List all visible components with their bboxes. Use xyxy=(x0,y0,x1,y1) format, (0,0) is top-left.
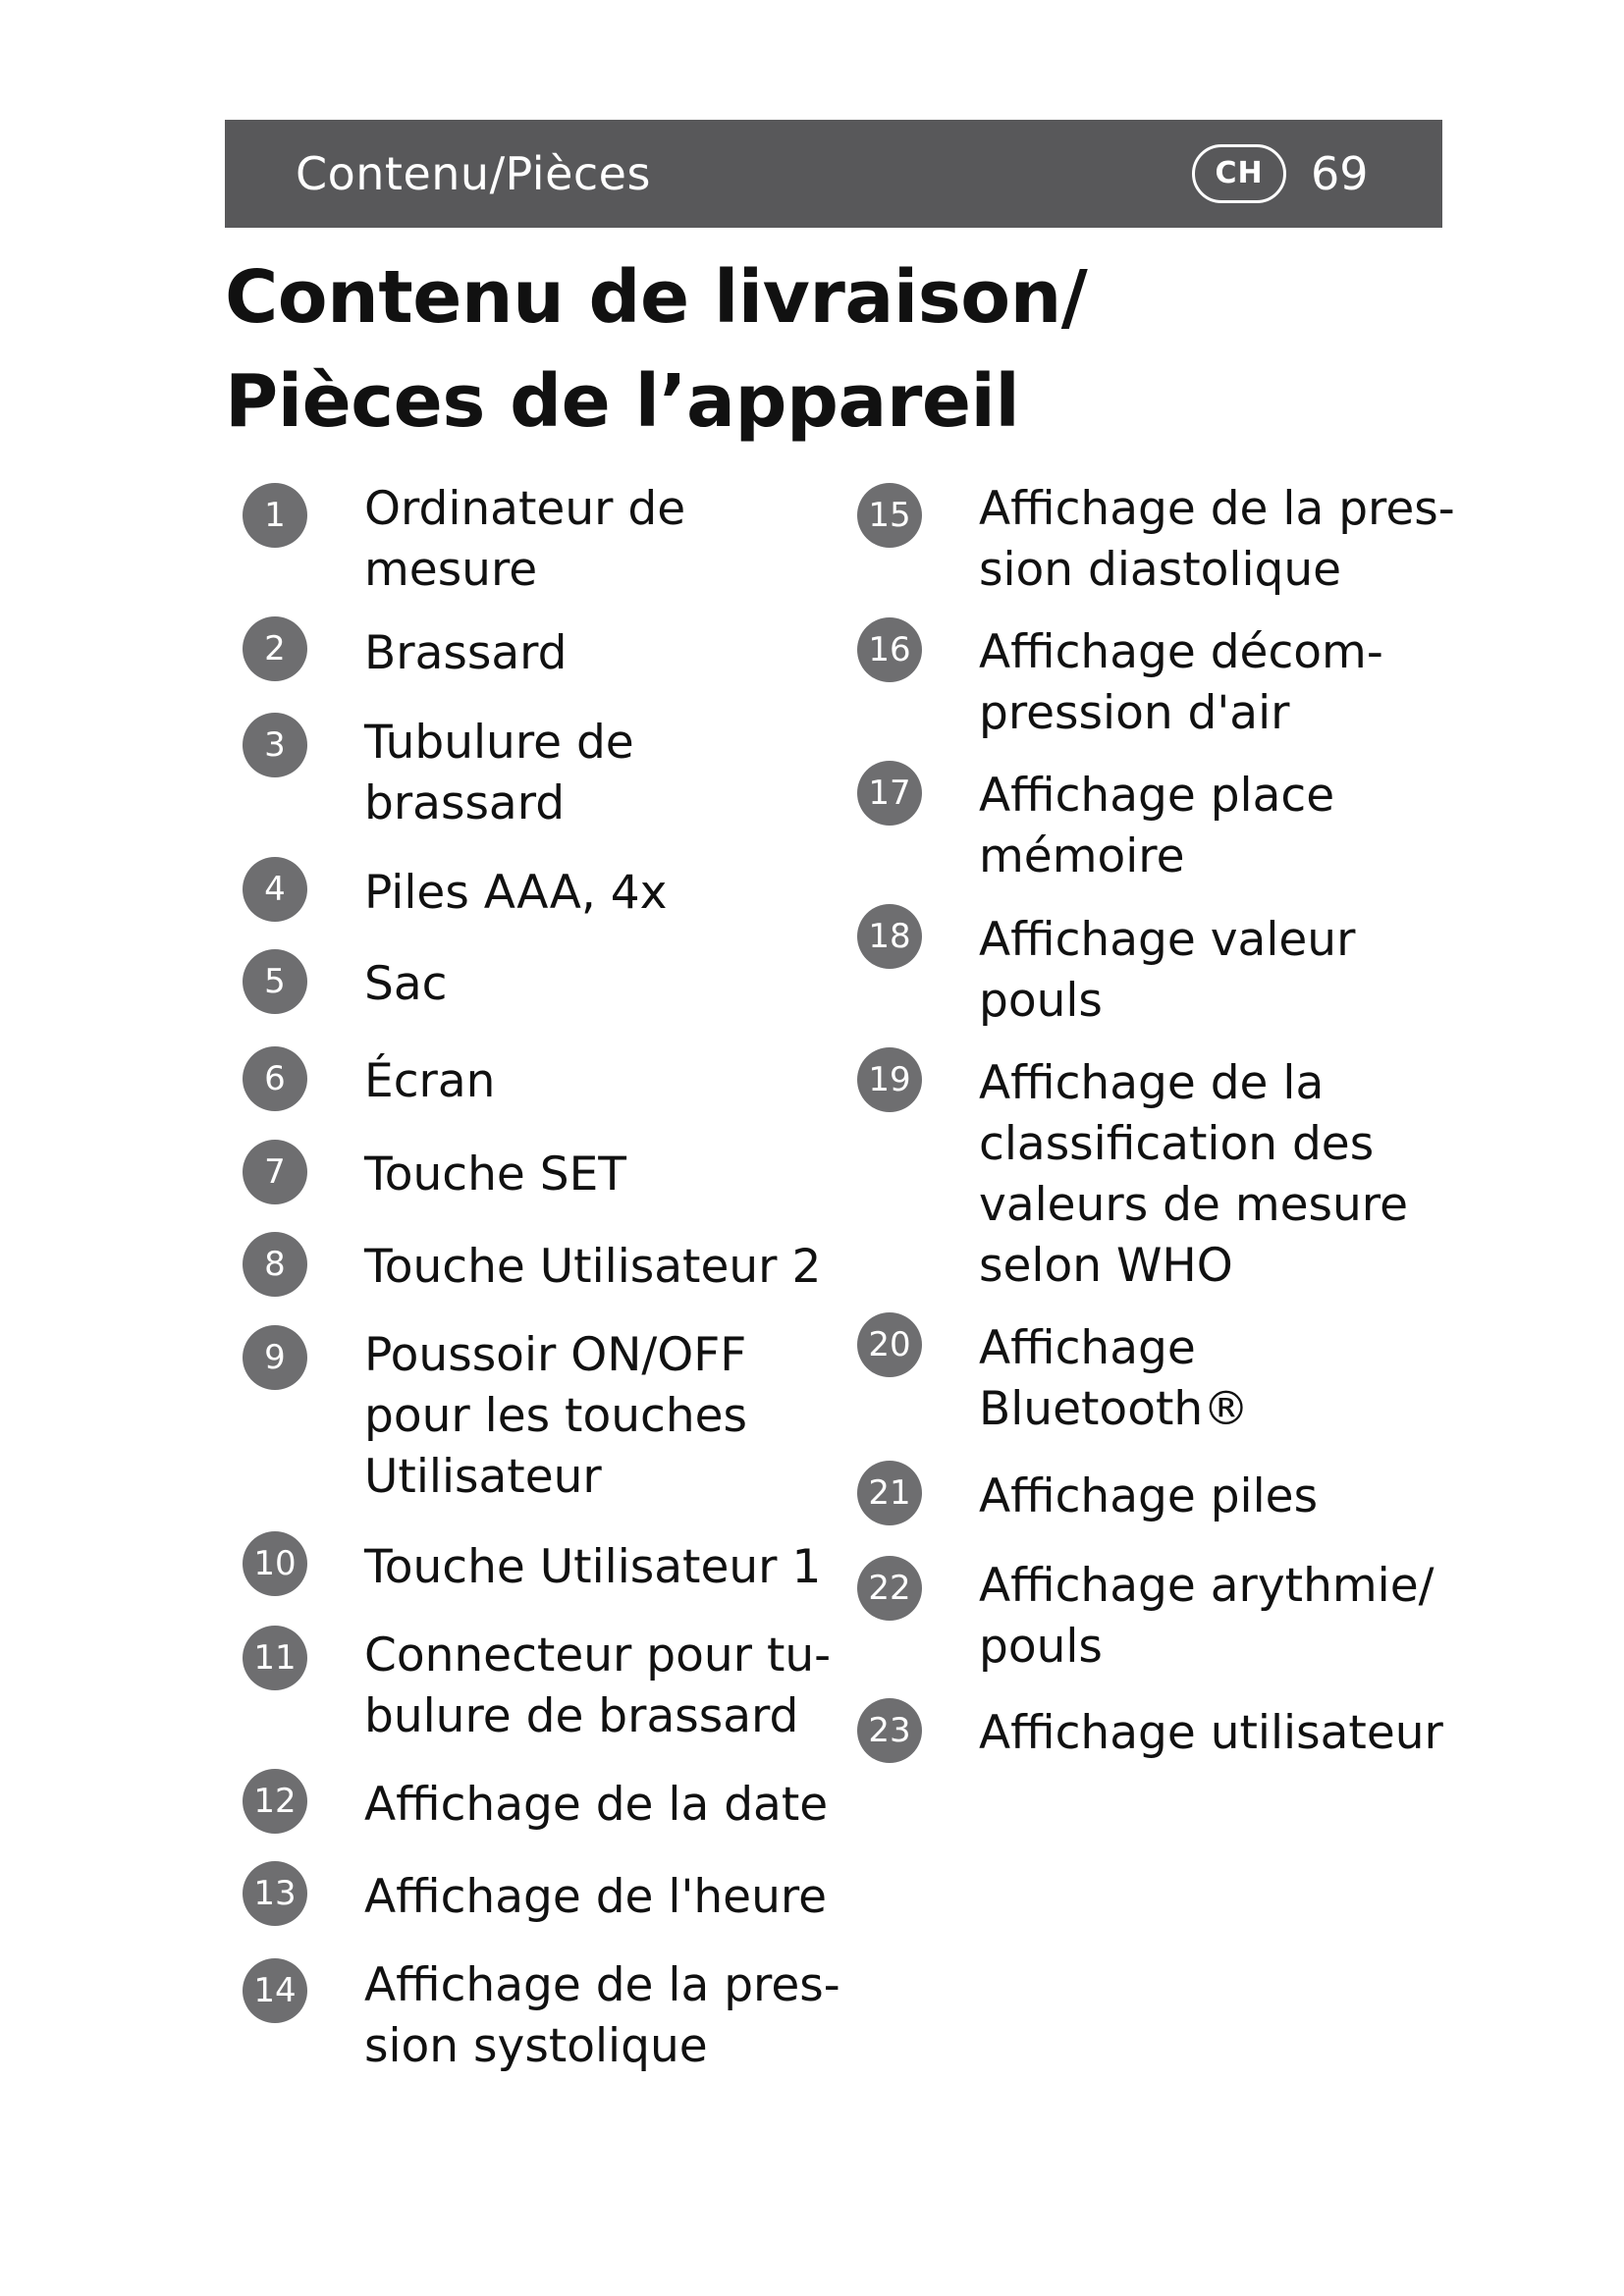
page-title-line-1: Contenu de livraison/ xyxy=(225,255,1088,340)
item-label: Affichage de la pres- sion diastolique xyxy=(979,482,1455,597)
header-bar xyxy=(225,120,1442,228)
item-number-badge: 11 xyxy=(243,1626,307,1690)
item-number-badge: 22 xyxy=(857,1556,922,1621)
item-number-badge: 13 xyxy=(243,1861,307,1926)
item-number-badge: 2 xyxy=(243,616,307,681)
item-label: Affichage de l'heure xyxy=(364,1870,828,1924)
section-title: Contenu/Pièces xyxy=(296,147,651,200)
item-number-badge: 16 xyxy=(857,617,922,682)
item-label: Affichage place mémoire xyxy=(979,769,1335,883)
item-number-badge: 5 xyxy=(243,949,307,1014)
page-title xyxy=(225,245,1087,454)
item-label: Écran xyxy=(364,1054,496,1108)
item-label: Affichage valeur pouls xyxy=(979,913,1356,1028)
item-number-badge: 17 xyxy=(857,761,922,826)
item-label: Tubulure de brassard xyxy=(364,716,634,830)
item-label: Ordinateur de mesure xyxy=(364,482,686,597)
item-label: Brassard xyxy=(364,626,568,680)
item-number-badge: 10 xyxy=(243,1531,307,1596)
item-label: Affichage de la date xyxy=(364,1778,829,1832)
item-label: Connecteur pour tu- bulure de brassard xyxy=(364,1629,832,1743)
page-number: 69 xyxy=(1311,147,1369,200)
item-label: Affichage utilisateur xyxy=(979,1706,1443,1760)
item-number-badge: 19 xyxy=(857,1047,922,1112)
item-number-badge: 3 xyxy=(243,713,307,777)
item-number-badge: 15 xyxy=(857,483,922,548)
item-number-badge: 4 xyxy=(243,857,307,922)
item-label: Sac xyxy=(364,957,448,1011)
parts-list-right xyxy=(839,479,1455,1794)
item-number-badge: 20 xyxy=(857,1312,922,1377)
item-number-badge: 7 xyxy=(243,1140,307,1204)
item-label: Poussoir ON/OFF pour les touches Utilisateur xyxy=(364,1328,748,1504)
region-badge: CH xyxy=(1192,144,1286,203)
item-number-badge: 21 xyxy=(857,1461,922,1525)
item-label: Affichage de la classification des valeurs de mesure selon WHO xyxy=(979,1056,1408,1293)
item-label: Affichage Bluetooth® xyxy=(979,1321,1250,1436)
item-label: Affichage arythmie/ pouls xyxy=(979,1559,1435,1674)
item-label: Affichage de la pres- sion systolique xyxy=(364,1958,840,2073)
item-label: Piles AAA, 4x xyxy=(364,866,668,920)
item-number-badge: 18 xyxy=(857,904,922,969)
item-label: Touche Utilisateur 2 xyxy=(364,1240,822,1294)
item-number-badge: 6 xyxy=(243,1046,307,1111)
parts-list-left xyxy=(225,479,840,2089)
page-title-line-2: Pièces de l’appareil xyxy=(225,359,1020,444)
item-number-badge: 8 xyxy=(243,1232,307,1297)
item-number-badge: 23 xyxy=(857,1698,922,1763)
item-number-badge: 9 xyxy=(243,1325,307,1390)
item-label: Touche Utilisateur 1 xyxy=(364,1540,822,1594)
item-label: Affichage décom- pression d'air xyxy=(979,625,1383,740)
item-label: Affichage piles xyxy=(979,1469,1319,1523)
item-number-badge: 14 xyxy=(243,1958,307,2023)
item-number-badge: 12 xyxy=(243,1769,307,1834)
item-number-badge: 1 xyxy=(243,483,307,548)
item-label: Touche SET xyxy=(364,1148,626,1201)
